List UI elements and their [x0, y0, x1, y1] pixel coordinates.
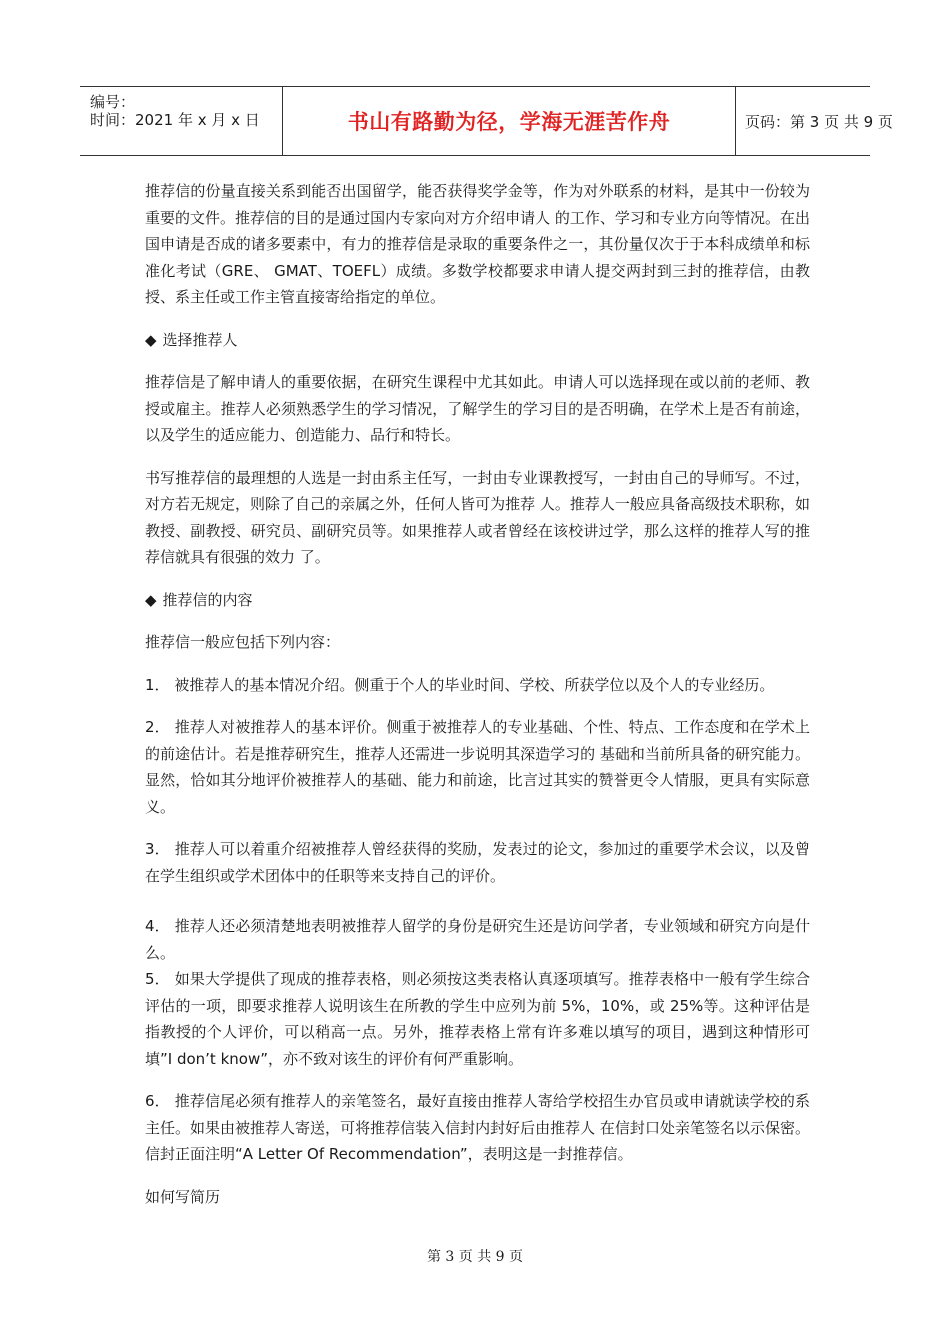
list-item: 5． 如果大学提供了现成的推荐表格，则必须按这类表格认真逐项填写。推荐表格中一般有学生综合评估的一项，即要求推荐人说明该生在所教的学生中应列为前 5%，10%，或 25%等。这种评估是指教授的个人评价，可以稍高一点。另外，推荐表格上常有许多难以填写的项目，遇到这种情形可填”I don’t know”，亦不致对该生的评价有何严重影响。	[145, 970, 810, 1068]
motto: 书山有路勤为径，学海无涯苦作舟	[347, 110, 671, 134]
document-body	[145, 178, 810, 1226]
list-item: 6． 推荐信尾必须有推荐人的亲笔签名，最好直接由推荐人寄给学校招生办官员或申请就读学校的系主任。如果由被推荐人寄送，可将推荐信装入信封内封好后由推荐人 在信封口处亲笔签名以示保密。信封正面注明“A Letter Of Recommendation”，表明这是一封推荐信。	[145, 1092, 810, 1163]
header-page-cell	[735, 87, 893, 155]
intro-paragraph: 推荐信的份量直接关系到能否出国留学，能否获得奖学金等，作为对外联系的材料，是其中一份较为重要的文件。推荐信的目的是通过国内专家向对方介绍申请人 的工作、学习和专业方向等情况。在出国申请是否成的诸多要素中，有力的推荐信是录取的重要条件之一，其份量仅次于于本科成绩单和标准化考试（GRE、 GMAT、TOEFL）成绩。多数学校都要求申请人提交两封到三封的推荐信，由教授、系主任或工作主管直接寄给指定的单位。	[145, 182, 810, 306]
page-code: 页码：第 3 页 共 9 页	[745, 112, 893, 131]
list-item: 1． 被推荐人的基本情况介绍。侧重于个人的毕业时间、学校、所获学位以及个人的专业经历。	[145, 675, 775, 694]
closing-heading: 如何写简历	[145, 1187, 221, 1206]
section-title: 推荐信的内容	[162, 590, 253, 609]
diamond-bullet-icon: ◆	[145, 590, 157, 609]
paragraph: 书写推荐信的最理想的人选是一封由系主任写，一封由专业课教授写，一封由自己的导师写。不过，对方若无规定，则除了自己的亲属之外，任何人皆可为推荐 人。推荐人一般应具备高级技术职称，如教授、副教授、研究员、副研究员等。如果推荐人或者曾经在该校讲过学，那么这样的推荐人写的推荐信就具有很强的效力 了。	[145, 468, 810, 566]
section-title: 选择推荐人	[162, 330, 238, 349]
diamond-bullet-icon: ◆	[145, 330, 157, 349]
date-label: 时间：2021 年 x 月 x 日	[90, 111, 260, 129]
section-heading-choose-recommender	[145, 327, 810, 354]
header-left-cell	[80, 87, 282, 155]
page-footer: 第 3 页 共 9 页	[426, 1249, 524, 1265]
header-motto-cell	[282, 87, 736, 155]
section-heading-letter-content	[145, 587, 810, 614]
list-item: 3． 推荐人可以着重介绍被推荐人曾经获得的奖励，发表过的论文，参加过的重要学术会议，以及曾在学生组织或学术团体中的任职等来支持自己的评价。	[145, 840, 810, 885]
list-item: 2． 推荐人对被推荐人的基本评价。侧重于被推荐人的专业基础、个性、特点、工作态度和在学术上的前途估计。若是推荐研究生，推荐人还需进一步说明其深造学习的 基础和当前所具备的研究能力。显然，恰如其分地评价被推荐人的基础、能力和前途，比言过其实的赞誉更令人情服，更具有实际意义。	[145, 718, 810, 816]
number-label: 编号：	[90, 93, 136, 111]
section-lead: 推荐信一般应包括下列内容：	[145, 633, 341, 651]
paragraph: 推荐信是了解申请人的重要依据，在研究生课程中尤其如此。申请人可以选择现在或以前的老师、教授或雇主。推荐人必须熟悉学生的学习情况，了解学生的学习目的是否明确，在学术上是否有前途，以及学生的适应能力、创造能力、品行和特长。	[145, 373, 810, 444]
page-header	[80, 86, 893, 156]
list-item: 4． 推荐人还必须清楚地表明被推荐人留学的身份是研究生还是访问学者，专业领域和研究方向是什么。	[145, 917, 810, 962]
